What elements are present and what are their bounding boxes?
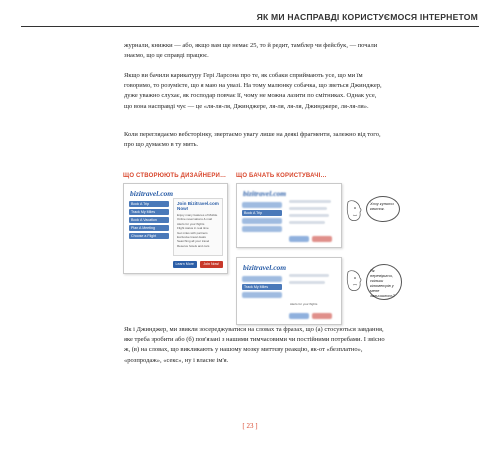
join-line: Alerts for your flights xyxy=(290,302,318,306)
paragraph-1: журнали, книжки — або, якщо вам ще немає 25, то й редит, тамблер чи фейсбук, — почали знаємо, що це справді працює. xyxy=(124,42,378,60)
nav-button-blurred xyxy=(242,202,282,208)
nav-button-highlight: Track My Miles xyxy=(242,284,282,290)
blurred-button xyxy=(312,313,332,319)
button-row xyxy=(173,261,223,268)
paragraph-2: Якщо ви бачили карикатуру Гері Ларсона про те, як собаки сприймають усе, що ми їм говоримо, то розумієте, що я маю на увазі. На тому малюнку собачка, що зветься Джинджер, дуже уважно слухає, як господар повчає її, чому не можна лазити по смітниках. Однак усе, що вона насправді чує — це «ля-ля-ля, Джинджере, ля-ля, ля-ля, Джинджере, ля-ля-ля». xyxy=(124,72,382,110)
page-number: [ 23 ] xyxy=(242,422,258,430)
nav-button-blurred xyxy=(242,276,282,282)
join-line: Alerts for your flights xyxy=(177,221,205,226)
nav-button: Track My Miles xyxy=(129,209,169,215)
designer-screenshot xyxy=(123,183,228,274)
join-now-button: Join Now! xyxy=(200,261,224,268)
nav-button: Plan A Meeting xyxy=(129,225,169,231)
nav-button-blurred xyxy=(242,218,282,224)
caption-users: ЩО БАЧАТЬ КОРИСТУВАЧІ… xyxy=(236,173,327,179)
note-top: Хочу купити квиток. xyxy=(370,201,394,211)
running-head: ЯК МИ НАСПРАВДІ КОРИСТУЄМОСЯ ІНТЕРНЕТОМ xyxy=(256,12,478,22)
nav-button: Book A Trip xyxy=(129,201,169,207)
note-bottom: Як перевірити, скільки кілометрів у мене залишилось? xyxy=(370,268,395,298)
join-line: Enjoy many features of Mobile xyxy=(177,213,218,217)
header-rule xyxy=(21,26,479,27)
blurred-button xyxy=(312,236,332,242)
blurred-text xyxy=(289,274,329,277)
nav-button: Book A Vacation xyxy=(129,217,169,223)
nav-button-blurred xyxy=(242,292,282,298)
user-view-miles xyxy=(236,257,342,325)
nav-button: Choose a Flight xyxy=(129,233,169,239)
blurred-text xyxy=(289,214,329,217)
join-line: Flight status in real time xyxy=(177,226,209,231)
site-logo: bizitravel.com xyxy=(243,189,287,198)
user-view-trip xyxy=(236,183,342,248)
site-logo: bizitravel.com xyxy=(243,263,287,272)
join-line: Searching all your travel xyxy=(177,239,210,244)
join-line: Online reservations & mail xyxy=(177,217,213,222)
paragraph-4: Як і Джинджер, ми звикли зосереджуватися на словах та фразах, що (а) стосуються завдання, яке треба зробити або (б) пов'язані з нашими тимчасовими чи постійними потребами. І звісно ж, (в) на словах, що викликають у нашому мозку миттєву реакцію, як-от «безплатно», «розпродаж», «секс», ну і власне ім'я. xyxy=(124,326,385,364)
blurred-text xyxy=(289,200,331,203)
blurred-text xyxy=(289,207,327,210)
blurred-button xyxy=(289,313,309,319)
nav-button-blurred xyxy=(242,226,282,232)
learn-more-button: Learn More xyxy=(173,261,197,268)
join-line: Get miles with partners xyxy=(177,230,208,235)
paragraph-3: Коли переглядаємо вебсторінку, звертаємо увагу лише на деякі фрагменти, залежно від того, про що думаємо в ту мить. xyxy=(124,131,381,149)
join-line: Exclusive travel deals xyxy=(177,235,206,240)
join-box xyxy=(173,198,223,256)
nav-buttons xyxy=(129,201,169,241)
join-title: Join Bizitravel.com Now! xyxy=(177,201,219,211)
blurred-button xyxy=(289,236,309,242)
blurred-text xyxy=(289,281,325,284)
nav-button-highlight: Book A Trip xyxy=(242,210,282,216)
join-line: Reserve hotels and cars xyxy=(177,243,210,248)
face-sketch-top xyxy=(344,198,366,224)
site-logo: bizitravel.com xyxy=(130,189,174,198)
blurred-text xyxy=(289,221,325,224)
face-sketch-bottom xyxy=(344,268,366,294)
caption-designers: ЩО СТВОРЮЮТЬ ДИЗАЙНЕРИ… xyxy=(123,173,227,179)
